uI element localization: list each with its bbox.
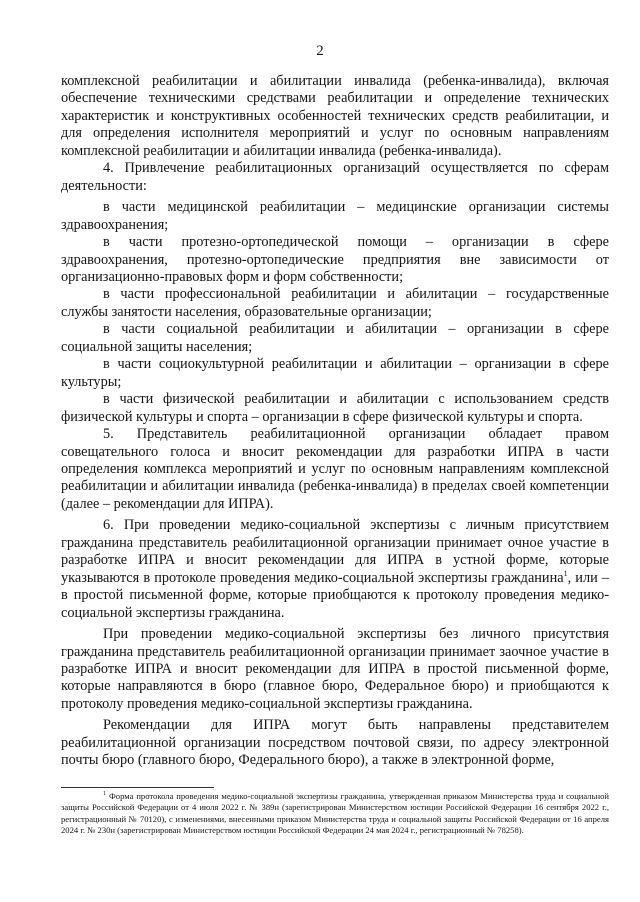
paragraph-item-6 (61, 517, 609, 622)
footnote-reference: 1 (563, 568, 568, 578)
footnote-text: Форма протокола проведения медико-социальной экспертизы гражданина, утвержденная приказом Министерства труда и социальной защиты Российской Федерации от 4 июля 2022 г. № 389н (зарегистрирован Министерством юстиции Российской Федерации 16 сентября 2022 г., регистрационный № 70120), с изменениями, внесенными приказом Министерства труда и социальной защиты Российской Федерации от 16 апреля 2024 г. № 230н (зарегистрирован Министерством юстиции Российской Федерации 24 мая 2024 г., регистрационный № 78258). (61, 791, 609, 835)
footnotes (61, 791, 609, 836)
paragraph-item-4: 4. Привлечение реабилитационных организаций осуществляется по сферам деятельности: (61, 160, 609, 194)
paragraph-physical: в части физической реабилитации и абилитации с использованием средств физической культуры и спорта – организации в сфере физической культуры и спорта. (61, 391, 609, 425)
paragraph-recommendations: Рекомендации для ИПРА могут быть направлены представителем реабилитационной организации посредством почтовой связи, по адресу электронной почты бюро (главного бюро, Федерального бюро), а также в электронной форме, (61, 717, 609, 769)
paragraph-item-6-text: 6. При проведении медико-социальной экспертизы с личным присутствием гражданина представитель реабилитационной организации принимает очное участие в разработке ИПРА и вносит рекомендации для ИПРА в устной форме, которые указываются в протоколе проведения медико-социальной экспертизы гражданина (61, 517, 609, 586)
footnote-marker: 1 (103, 791, 106, 798)
paragraph-absentee: При проведении медико-социальной экспертизы без личного присутствия гражданина представитель реабилитационной организации принимает заочное участие в разработке ИПРА и вносит рекомендации для ИПРА в простой письменной форме, которые направляются в бюро (главное бюро, Федеральное бюро) и приобщаются к протоколу проведения медико-социальной экспертизы гражданина. (61, 626, 609, 712)
paragraph-social: в части социальной реабилитации и абилитации – организации в сфере социальной защиты населения; (61, 321, 609, 355)
paragraph-item-5: 5. Представитель реабилитационной организации обладает правом совещательного голоса и вносит рекомендации для разработки ИПРА в части определения комплекса мероприятий и услуг по основным направлениям комплексной реабилитации и абилитации инвалида (ребенка-инвалида) в пределах своей компетенции (далее – рекомендации для ИПРА). (61, 426, 609, 512)
paragraph-prosthetic: в части протезно-ортопедической помощи – организации в сфере здравоохранения, протезно-ортопедические предприятия вне зависимости от организационно-правовых форм и форм собственности; (61, 234, 609, 285)
page-number: 2 (316, 43, 324, 59)
paragraph-sociocultural: в части социокультурной реабилитации и абилитации – организации в сфере культуры; (61, 356, 609, 390)
footnote-separator (61, 787, 214, 788)
paragraph-continuation: комплексной реабилитации и абилитации инвалида (ребенка-инвалида), включая обеспечение техническими средствами реабилитации и определение технических характеристик и конструктивных особенностей технических средств реабилитации, и для определения исполнителя мероприятий и услуг по основным направлениям комплексной реабилитации и абилитации инвалида (ребенка-инвалида). (61, 73, 609, 159)
paragraph-item-6-text-cont: , или – в простой письменной форме, которые приобщаются к протоколу проведения медико-социальной экспертизы гражданина. (61, 569, 610, 621)
footnote-1 (61, 791, 609, 836)
paragraph-medical: в части медицинской реабилитации – медицинские организации системы здравоохранения; (61, 199, 609, 233)
paragraph-professional: в части профессиональной реабилитации и абилитации – государственные службы занятости населения, образовательные организации; (61, 286, 609, 320)
document-body (61, 73, 609, 770)
